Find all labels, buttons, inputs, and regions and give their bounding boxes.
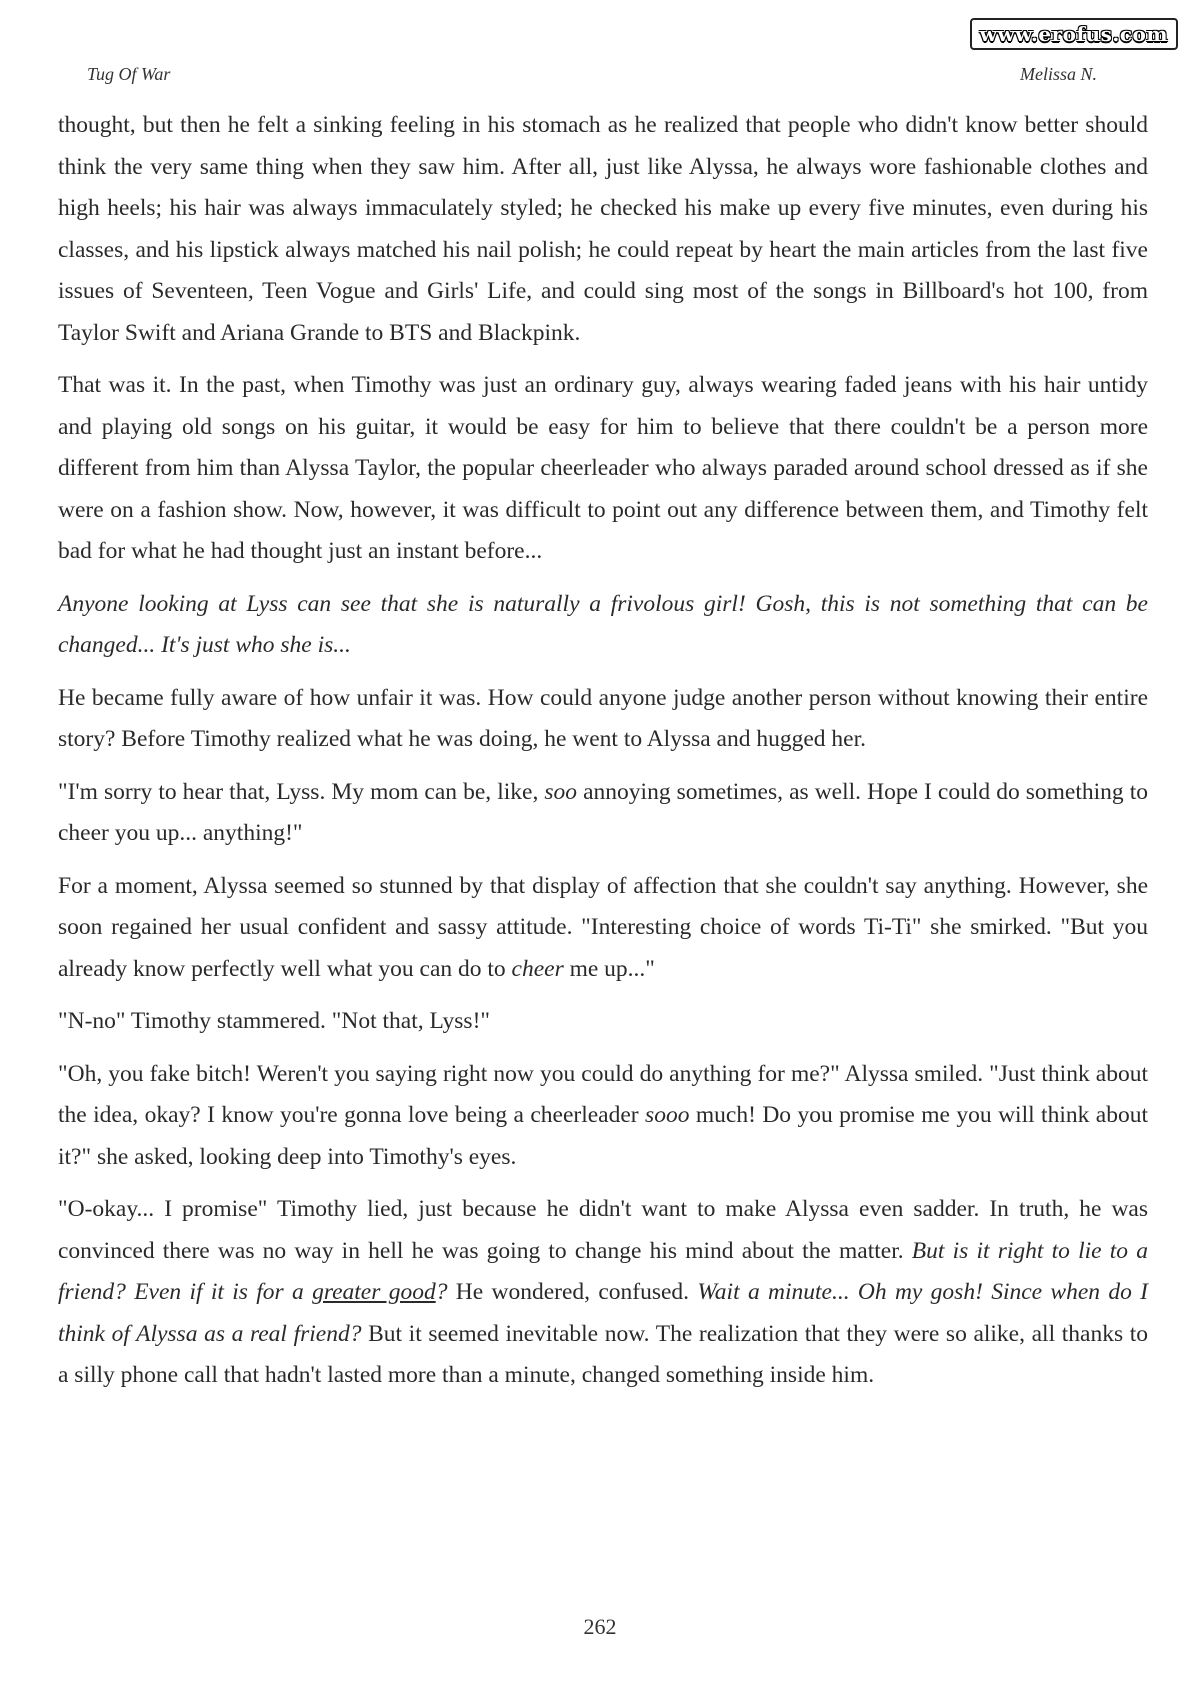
italic-text: Wait a minute... Oh my gosh! Since when do I think of Alyssa as a real friend? bbox=[58, 1279, 1149, 1347]
text-run: "I'm sorry to hear that, Lyss. My mom can be, like, bbox=[58, 778, 545, 805]
italic-text: cheer bbox=[511, 955, 564, 982]
italic-text: But is it right to lie to a friend? Even if it is for a bbox=[58, 1237, 1148, 1305]
paragraph bbox=[58, 105, 1148, 354]
running-header bbox=[87, 64, 1097, 86]
paragraph bbox=[58, 1001, 1148, 1043]
paragraph bbox=[58, 866, 1148, 991]
italic-text: sooo bbox=[645, 1102, 690, 1128]
text-run: He wondered, confused. bbox=[447, 1279, 698, 1305]
paragraph bbox=[58, 1189, 1148, 1397]
text-run: much! Do you promise me you will think about it?" she asked, looking deep into Timothy's eyes. bbox=[58, 1102, 1148, 1170]
text-run: For a moment, Alyssa seemed so stunned by that display of affection that she couldn't say anything. However, she soon regained her usual confident and sassy attitude. "Interesting choice of words Ti-Ti" she smirked. "But you already know perfectly well what you can do to bbox=[58, 872, 1148, 982]
watermark-logo: www.erofus.com bbox=[970, 18, 1178, 50]
paragraph bbox=[58, 584, 1148, 667]
author-name: Melissa N. bbox=[1019, 64, 1097, 84]
text-run: But it seemed inevitable now. The realization that they were so alike, all thanks to a silly phone call that hadn't lasted more than a minute, changed something inside him. bbox=[58, 1320, 1148, 1388]
text-run: "N-no" Timothy stammered. "Not that, Lyss!" bbox=[58, 1008, 490, 1034]
paragraph bbox=[58, 365, 1148, 573]
text-run: That was it. In the past, when Timothy was just an ordinary guy, always wearing faded jeans with his hair untidy and playing old songs on his guitar, it would be easy for him to believe that there couldn't be a person more different from him than Alyssa Taylor, the popular cheerleader who always paraded around school dressed as if she were on a fashion show. Now, however, it was difficult to point out any difference between them, and Timothy felt bad for what he had thought just an instant before... bbox=[58, 372, 1148, 564]
text-run: thought, but then he felt a sinking feeling in his stomach as he realized that people who didn't know better should think the very same thing when they saw him. After all, just like Alyssa, he always wore fashionable clothes and high heels; his hair was always immaculately styled; he checked his make up every five minutes, even during his classes, and his lipstick always matched his nail polish; he could repeat by heart the main articles from the last five issues of Seventeen, Teen Vogue and Girls' Life, and could sing most of the songs in Billboard's hot 100, from Taylor Swift and Ariana Grande to BTS and Blackpink. bbox=[58, 112, 1148, 346]
paragraph bbox=[58, 678, 1148, 761]
page-number: 262 bbox=[583, 1614, 617, 1639]
text-run: me up..." bbox=[563, 955, 655, 982]
underlined-text: greater good bbox=[312, 1279, 436, 1305]
paragraph bbox=[58, 772, 1148, 855]
paragraph bbox=[58, 1054, 1148, 1179]
italic-text: soo bbox=[544, 778, 578, 805]
text-run: He became fully aware of how unfair it was. How could anyone judge another person without knowing their entire story? Before Timothy realized what he was doing, he went to Alyssa and hugged her. bbox=[58, 684, 1148, 752]
body-text bbox=[58, 105, 1148, 1408]
text-run: "O-okay... I promise" Timothy lied, just because he didn't want to make Alyssa even sadder. In truth, he was convinced there was no way in hell he was going to change his mind about the matter. bbox=[58, 1196, 1148, 1264]
italic-text: ? bbox=[435, 1279, 448, 1305]
text-run: "Oh, you fake bitch! Weren't you saying right now you could do anything for me?" Alyssa smiled. "Just think about the idea, okay? I know you're gonna love being a cheerleader bbox=[58, 1060, 1148, 1128]
italic-text: Anyone looking at Lyss can see that she is naturally a frivolous girl! Gosh, this is not something that can be changed... It's just who she is... bbox=[58, 590, 1148, 658]
book-title: Tug Of War bbox=[87, 64, 171, 84]
text-run: annoying sometimes, as well. Hope I could do something to cheer you up... anything!" bbox=[58, 778, 1149, 846]
